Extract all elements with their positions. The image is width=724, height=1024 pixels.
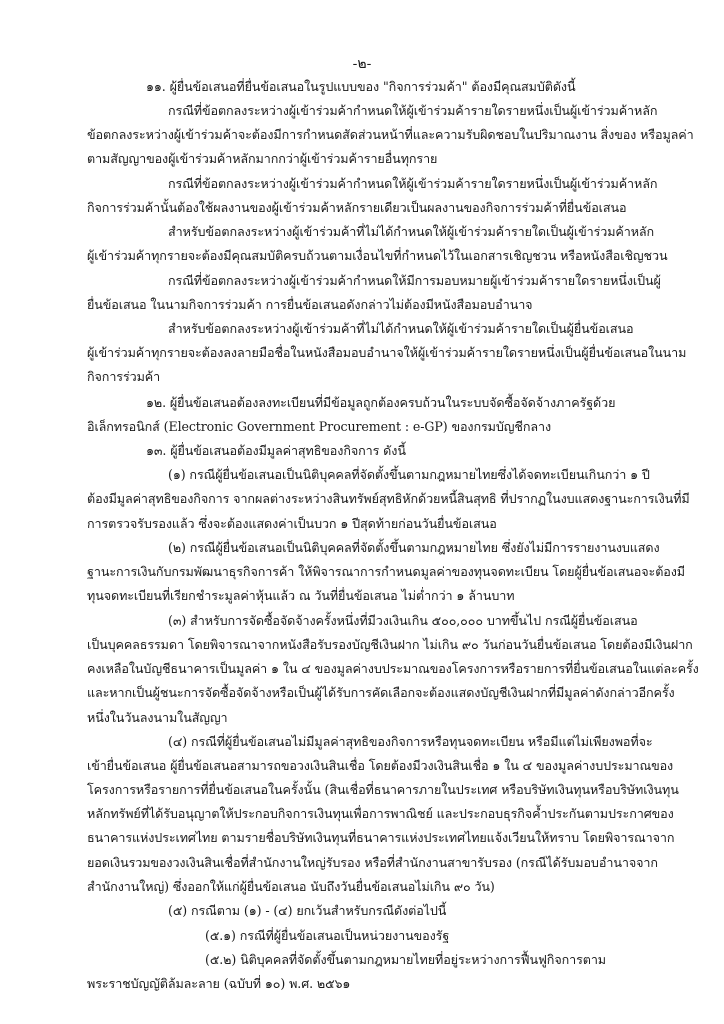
paragraph-line: ผู้เข้าร่วมค้าทุกรายจะต้องมีคุณสมบัติครบถ้วนตามเงื่อนไขที่กำหนดไว้ในเอกสารเชิญชวน หรือหนังสือเชิญชวน [87,248,668,263]
section-12-heading: ๑๒. ผู้ยื่นข้อเสนอต้องลงทะเบียนที่มีข้อมูลถูกต้องครบถ้วนในระบบจัดซื้อจัดจ้างภาครัฐด้วย [146,395,616,410]
paragraph-line: หลักทรัพย์ที่ได้รับอนุญาตให้ประกอบกิจการเงินทุนเพื่อการพาณิชย์ และประกอบธุรกิจค้ำประกันตามประกาศของ [87,806,674,821]
paragraph-line: ผู้เข้าร่วมค้าทุกรายจะต้องลงลายมือชื่อในหนังสือมอบอำนาจให้ผู้เข้าร่วมค้ารายใดรายหนึ่งเป็นผู้ยื่นข้อเสนอในนาม [87,345,687,360]
paragraph-line: สำนักงานใหญ่) ซึ่งออกให้แก่ผู้ยื่นข้อเสนอ นับถึงวันยื่นข้อเสนอไม่เกิน ๙๐ วัน) [87,879,495,894]
page-number: -๒- [352,56,372,72]
paragraph-line: (๑) กรณีผู้ยื่นข้อเสนอเป็นนิติบุคคลที่จัดตั้งขึ้นตามกฎหมายไทยซึ่งได้จดทะเบียนเกินกว่า ๑ ปี [168,467,650,482]
paragraph-line: เป็นบุคคลธรรมดา โดยพิจารณาจากหนังสือรับรองบัญชีเงินฝาก ไม่เกิน ๙๐ วันก่อนวันยื่นข้อเสนอ โดยต้องมีเงินฝาก [87,637,693,652]
paragraph-line: เข้ายื่นข้อเสนอ ผู้ยื่นข้อเสนอสามารถขอวงเงินสินเชื่อ โดยต้องมีวงเงินสินเชื่อ ๑ ใน ๔ ของมูลค่างบประมาณของ [87,758,674,773]
paragraph-line: ยื่นข้อเสนอ ในนามกิจการร่วมค้า การยื่นข้อเสนอดังกล่าวไม่ต้องมีหนังสือมอบอำนาจ [87,297,533,312]
paragraph-line: กรณีที่ข้อตกลงระหว่างผู้เข้าร่วมค้ากำหนดให้ผู้เข้าร่วมค้ารายใดรายหนึ่งเป็นผู้เข้าร่วมค้าหลัก [168,176,658,191]
paragraph-line: (๕.๒) นิติบุคคลที่จัดตั้งขึ้นตามกฎหมายไทยที่อยู่ระหว่างการฟื้นฟูกิจการตาม [205,952,607,967]
paragraph-line: ธนาคารแห่งประเทศไทย ตามรายชื่อบริษัทเงินทุนที่ธนาคารแห่งประเทศไทยแจ้งเวียนให้ทราบ โดยพิจารณาจาก [87,830,675,845]
paragraph-line: สำหรับข้อตกลงระหว่างผู้เข้าร่วมค้าที่ไม่ได้กำหนดให้ผู้เข้าร่วมค้ารายใดเป็นผู้ยื่นข้อเสนอ [168,321,634,336]
paragraph-line: สำหรับข้อตกลงระหว่างผู้เข้าร่วมค้าที่ไม่ได้กำหนดให้ผู้เข้าร่วมค้ารายใดเป็นผู้เข้าร่วมค้าหลัก [168,224,655,239]
paragraph-line: (๕) กรณีตาม (๑) - (๔) ยกเว้นสำหรับกรณีดังต่อไปนี้ [168,903,447,918]
paragraph-line: หนึ่งในวันลงนามในสัญญา [87,710,228,725]
paragraph-line: (๕.๑) กรณีที่ผู้ยื่นข้อเสนอเป็นหน่วยงานของรัฐ [205,928,450,943]
paragraph-line: พระราชบัญญัติล้มละลาย (ฉบับที่ ๑๐) พ.ศ. ๒๕๖๑ [87,976,351,991]
paragraph-line: กรณีที่ข้อตกลงระหว่างผู้เข้าร่วมค้ากำหนดให้ผู้เข้าร่วมค้ารายใดรายหนึ่งเป็นผู้เข้าร่วมค้าหลัก [168,103,658,118]
paragraph-line: กิจการร่วมค้านั้นต้องใช้ผลงานของผู้เข้าร่วมค้าหลักรายเดียวเป็นผลงานของกิจการร่วมค้าที่ยื่นข้อเสนอ [87,200,627,215]
paragraph-line: ทุนจดทะเบียนที่เรียกชำระมูลค่าหุ้นแล้ว ณ วันที่ยื่นข้อเสนอ ไม่ต่ำกว่า ๑ ล้านบาท [87,588,515,603]
paragraph-line: (๒) กรณีผู้ยื่นข้อเสนอเป็นนิติบุคคลที่จัดตั้งขึ้นตามกฎหมายไทย ซึ่งยังไม่มีการรายงานงบแสดง [168,540,660,555]
paragraph-line: กิจการร่วมค้า [87,369,161,384]
section-13-heading: ๑๓. ผู้ยื่นข้อเสนอต้องมีมูลค่าสุทธิของกิจการ ดังนี้ [146,443,406,458]
paragraph-line: และหากเป็นผู้ชนะการจัดซื้อจัดจ้างหรือเป็นผู้ได้รับการคัดเลือกจะต้องแสดงบัญชีเงินฝากที่มีมูลค่าดังกล่าวอีกครั้ง [87,685,675,700]
section-11-heading: ๑๑. ผู้ยื่นข้อเสนอที่ยื่นข้อเสนอในรูปแบบของ "กิจการร่วมค้า" ต้องมีคุณสมบัติดังนี้ [146,79,576,94]
paragraph-line: (๓) สำหรับการจัดซื้อจัดจ้างครั้งหนึ่งที่มีวงเงินเกิน ๕๐๐,๐๐๐ บาทขึ้นไป กรณีผู้ยื่นข้อเสนอ [168,613,638,628]
paragraph-line: ต้องมีมูลค่าสุทธิของกิจการ จากผลต่างระหว่างสินทรัพย์สุทธิหักด้วยหนี้สินสุทธิ ที่ปรากฏในงบแสดงฐานะการเงินที่มี [87,491,690,506]
paragraph-line: อิเล็กทรอนิกส์ (Electronic Government Procurement : e-GP) ของกรมบัญชีกลาง [87,419,552,434]
paragraph-line: คงเหลือในบัญชีธนาคารเป็นมูลค่า ๑ ใน ๔ ของมูลค่างบประมาณของโครงการหรือรายการที่ยื่นข้อเสนอในแต่ละครั้ง [87,661,699,676]
paragraph-line: ฐานะการเงินกับกรมพัฒนาธุรกิจการค้า ให้พิจารณาการกำหนดมูลค่าของทุนจดทะเบียน โดยผู้ยื่นข้อเสนอจะต้องมี [87,564,685,579]
paragraph-line: ยอดเงินรวมของวงเงินสินเชื่อที่สำนักงานใหญ่รับรอง หรือที่สำนักงานสาขารับรอง (กรณีได้รับมอบอำนาจจาก [87,855,658,870]
paragraph-line: การตรวจรับรองแล้ว ซึ่งจะต้องแสดงค่าเป็นบวก ๑ ปีสุดท้ายก่อนวันยื่นข้อเสนอ [87,516,497,531]
paragraph-line: (๔) กรณีที่ผู้ยื่นข้อเสนอไม่มีมูลค่าสุทธิของกิจการหรือทุนจดทะเบียน หรือมีแต่ไม่เพียงพอที่จะ [168,734,653,749]
paragraph-line: กรณีที่ข้อตกลงระหว่างผู้เข้าร่วมค้ากำหนดให้มีการมอบหมายผู้เข้าร่วมค้ารายใดรายหนึ่งเป็นผู้ [168,273,661,288]
paragraph-line: โครงการหรือรายการที่ยื่นข้อเสนอในครั้งนั้น (สินเชื่อที่ธนาคารภายในประเทศ หรือบริษัทเงินทุนหรือบริษัทเงินทุน [87,782,679,797]
paragraph-line: ข้อตกลงระหว่างผู้เข้าร่วมค้าจะต้องมีการกำหนดสัดส่วนหน้าที่และความรับผิดชอบในปริมาณงาน สิ่งของ หรือมูลค่า [87,127,694,142]
paragraph-line: ตามสัญญาของผู้เข้าร่วมค้าหลักมากกว่าผู้เข้าร่วมค้ารายอื่นทุกราย [87,151,438,166]
